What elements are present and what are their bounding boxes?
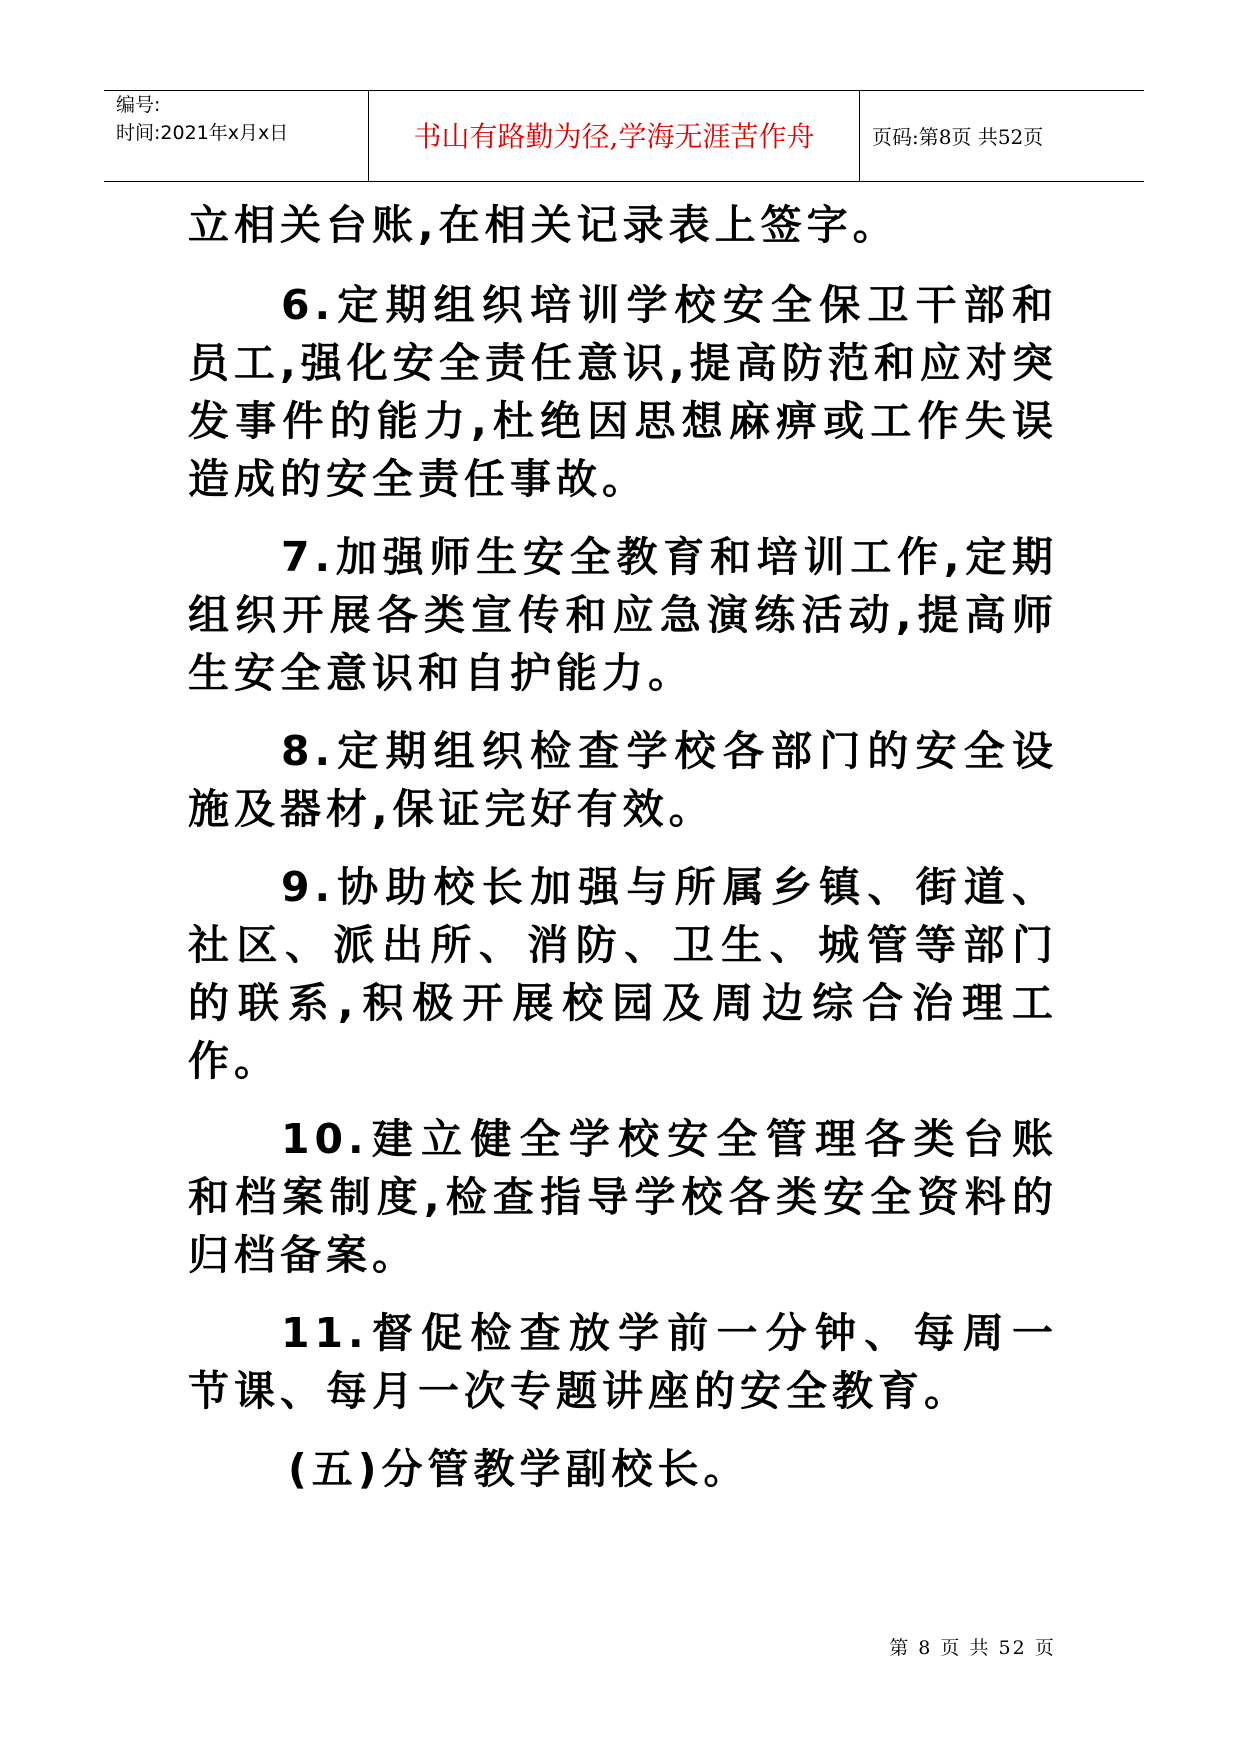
header-page-code: 页码:第8页 共52页 bbox=[872, 125, 1044, 149]
header-meta bbox=[104, 91, 369, 181]
paragraph-item-11: 11.督促检查放学前一分钟、每周一节课、每月一次专题讲座的安全教育。 bbox=[188, 1309, 1058, 1415]
serial-label: 编号: bbox=[116, 94, 161, 116]
document-body bbox=[188, 196, 1058, 1518]
paragraph-continued: 立相关台账,在相关记录表上签字。 bbox=[188, 201, 899, 249]
footer-page-number: 第 8 页 共 52 页 bbox=[889, 1637, 1056, 1659]
header-motto: 书山有路勤为径,学海无涯苦作舟 bbox=[369, 91, 860, 181]
time-label: 时间:2021年x月x日 bbox=[116, 122, 289, 144]
paragraph-item-10: 10.建立健全学校安全管理各类台账和档案制度,检查指导学校各类安全资料的归档备案。 bbox=[188, 1115, 1058, 1279]
section-heading: (五)分管教学副校长。 bbox=[288, 1445, 750, 1493]
paragraph-item-7: 7.加强师生安全教育和培训工作,定期组织开展各类宣传和应急演练活动,提高师生安全意识和自护能力。 bbox=[188, 533, 1058, 697]
page-header bbox=[104, 90, 1144, 182]
paragraph-item-9: 9.协助校长加强与所属乡镇、街道、社区、派出所、消防、卫生、城管等部门的联系,积极开展校园及周边综合治理工作。 bbox=[188, 863, 1058, 1085]
page-footer bbox=[0, 1633, 1241, 1660]
paragraph-item-8: 8.定期组织检查学校各部门的安全设施及器材,保证完好有效。 bbox=[188, 727, 1058, 833]
paragraph-item-6: 6.定期组织培训学校安全保卫干部和员工,强化安全责任意识,提高防范和应对突发事件的能力,杜绝因思想麻痹或工作失误造成的安全责任事故。 bbox=[188, 281, 1058, 503]
